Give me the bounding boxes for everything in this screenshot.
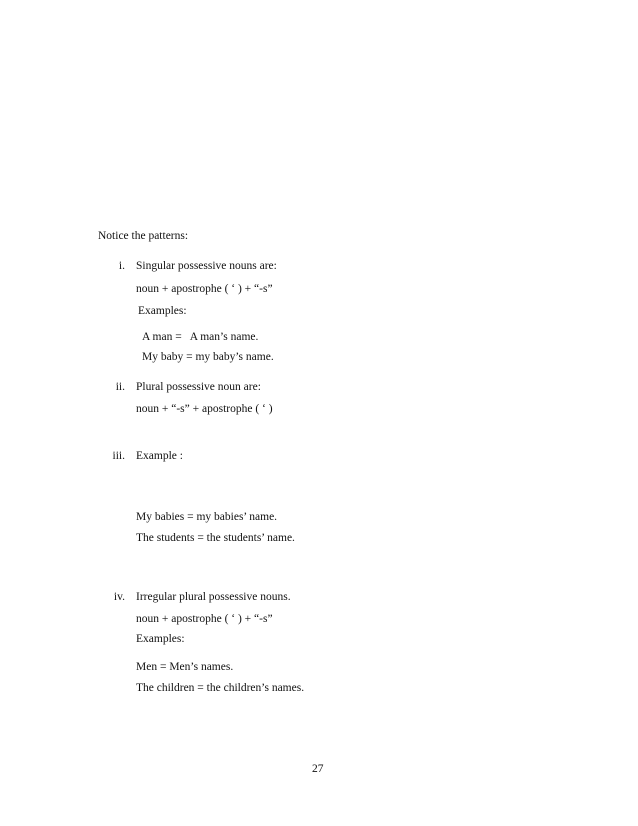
section-i-formula: noun + apostrophe ( ‘ ) + “-s” (136, 283, 273, 295)
section-iv-example-2: The children = the children’s names. (136, 682, 305, 694)
section-iii-example-2: The students = the students’ name. (136, 532, 295, 544)
section-ii-formula: noun + “-s” + apostrophe ( ‘ ) (136, 403, 273, 415)
section-i-example-1: A man = A man’s name. (142, 331, 259, 343)
section-ii-heading: Plural possessive noun are: (136, 381, 261, 393)
section-iv-formula: noun + apostrophe ( ‘ ) + “-s” (136, 613, 273, 625)
section-i-examples-label: Examples: (138, 305, 187, 317)
section-iii-heading: Example : (136, 450, 183, 462)
section-iii-example-1: My babies = my babies’ name. (136, 511, 278, 523)
page-number: 27 (312, 763, 324, 775)
section-iv-heading: Irregular plural possessive nouns. (136, 591, 291, 603)
section-i-example-2: My baby = my baby’s name. (142, 351, 274, 363)
intro-text: Notice the patterns: (98, 230, 189, 242)
section-iv-number: iv. (113, 591, 125, 603)
section-iv-examples-label: Examples: (136, 633, 185, 645)
section-iv-example-1: Men = Men’s names. (136, 661, 234, 673)
section-i-heading: Singular possessive nouns are: (136, 260, 277, 272)
section-i-number: i. (118, 260, 125, 272)
section-ii-number: ii. (115, 381, 125, 393)
section-iii-number: iii. (112, 450, 125, 462)
